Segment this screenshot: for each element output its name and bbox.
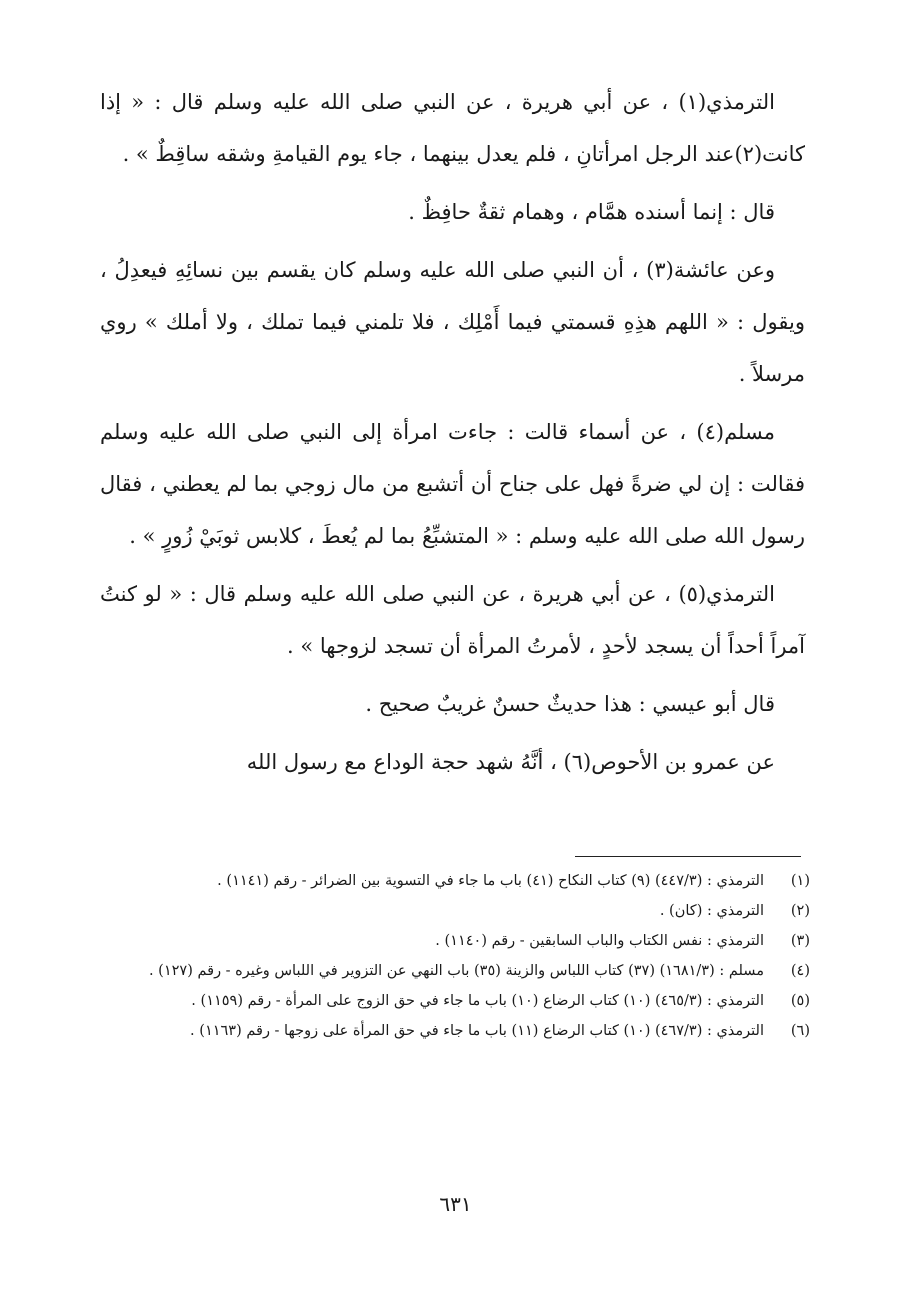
footnotes xyxy=(100,866,810,1046)
paragraph-6: قال أبو عيسي : هذا حديثٌ حسنٌ غريبٌ صحيح . xyxy=(365,692,775,716)
footnote-text: الترمذي : (كان) . xyxy=(659,903,764,919)
footnote-number: (٣) xyxy=(790,933,810,949)
footnote-number: (٢) xyxy=(790,903,810,919)
main-text xyxy=(100,76,805,794)
paragraph-7: عن عمرو بن الأحوص(٦) ، أنَّهُ شهد حجة الوداع مع رسول الله xyxy=(246,750,775,774)
footnote-text: الترمذي : (٤٤٧/٣) (٩) كتاب النكاح (٤١) باب ما جاء في التسوية بين الضرائر - رقم (١١٤١) . xyxy=(217,873,764,889)
footnote xyxy=(100,956,810,986)
footnote-number: (٤) xyxy=(790,963,810,979)
page-number: ٦٣١ xyxy=(439,1192,472,1216)
footnote xyxy=(100,866,810,896)
footnote-separator xyxy=(575,856,801,857)
footnote-number: (١) xyxy=(790,873,810,889)
footnote xyxy=(100,896,810,926)
footnote xyxy=(100,926,810,956)
footnote-text: الترمذي : (٤٦٧/٣) (١٠) كتاب الرضاع (١١) باب ما جاء في حق المرأة على زوجها - رقم (١١٦٣) . xyxy=(190,1023,764,1039)
paragraph-5: الترمذي(٥) ، عن أبي هريرة ، عن النبي صلى الله عليه وسلم قال : « لو كنتُ آمراً أحداً أن يسجد لأحدٍ ، لأمرتُ المرأة أن تسجد لزوجها » . xyxy=(100,582,805,658)
paragraph-1: الترمذي(١) ، عن أبي هريرة ، عن النبي صلى الله عليه وسلم قال : « إذا كانت(٢)عند الرجل امرأتانِ ، فلم يعدل بينهما ، جاء يوم القيامةِ وشقه ساقِطٌ » . xyxy=(100,90,805,166)
footnote xyxy=(100,1016,810,1046)
paragraph-3: وعن عائشة(٣) ، أن النبي صلى الله عليه وسلم كان يقسم بين نسائِهِ فيعدِلُ ، ويقول : « اللهم هذِهِ قسمتي فيما أَمْلِك ، فلا تلمني فيما تملك ، ولا أملك » روي مرسلاً . xyxy=(100,258,805,386)
paragraph-4: مسلم(٤) ، عن أسماء قالت : جاءت امرأة إلى النبي صلى الله عليه وسلم فقالت : إن لي ضرةً فهل على جناح أن أتشبع من مال زوجي بما لم يعطني ، فقال رسول الله صلى الله عليه وسلم : « المتشبِّعُ بما لم يُعطَ ، كلابس ثوبَيْ زُورٍ » . xyxy=(100,420,805,548)
footnote-number: (٥) xyxy=(790,993,810,1009)
footnote-text: الترمذي : نفس الكتاب والباب السابقين - رقم (١١٤٠) . xyxy=(435,933,764,949)
footnote-number: (٦) xyxy=(790,1023,810,1039)
footnote-text: مسلم : (١٦٨١/٣) (٣٧) كتاب اللباس والزينة (٣٥) باب النهي عن التزوير في اللباس وغيره - رقم (١٢٧) . xyxy=(148,963,764,979)
footnote xyxy=(100,986,810,1016)
paragraph-2: قال : إنما أسنده همَّام ، وهمام ثقةٌ حافِظٌ . xyxy=(408,200,775,224)
footnote-text: الترمذي : (٤٦٥/٣) (١٠) كتاب الرضاع (١٠) باب ما جاء في حق الزوج على المرأة - رقم (١١٥٩) . xyxy=(191,993,764,1009)
